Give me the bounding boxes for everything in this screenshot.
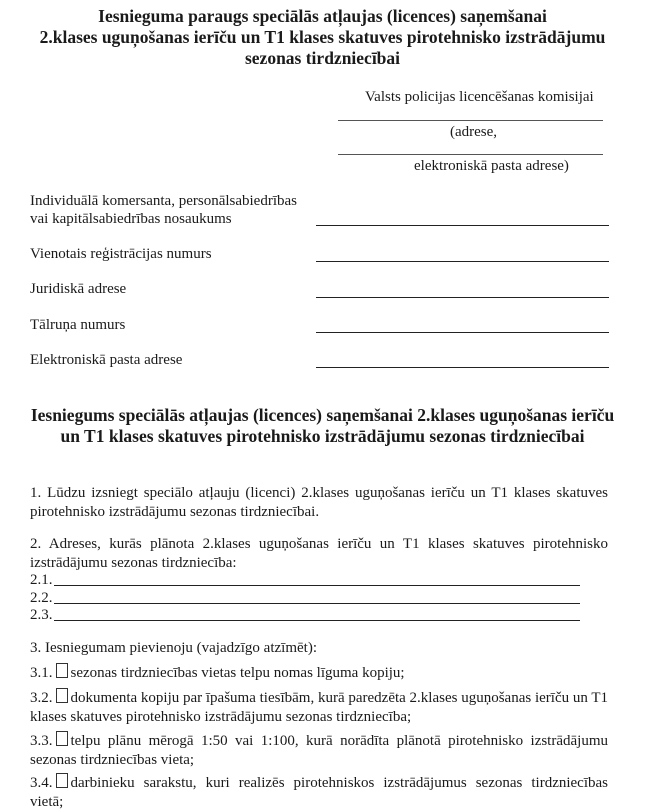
- phone-number-line[interactable]: [316, 332, 609, 333]
- registration-number-line[interactable]: [316, 261, 609, 262]
- attachment-text: telpu plānu mērogā 1:50 vai 1:100, kurā norādīta plānotā pirotehnisko izstrādājumu sezonas tirdzniecības vieta;: [30, 733, 608, 768]
- address-row[interactable]: [30, 606, 590, 624]
- attachment-item: [30, 688, 608, 727]
- title-line: sezonas tirdzniecībai: [244, 48, 401, 68]
- registration-number-label: Vienotais reģistrācijas numurs: [30, 246, 212, 262]
- address-line: [338, 154, 603, 155]
- checkbox[interactable]: [56, 688, 68, 703]
- legal-address-line[interactable]: [316, 297, 609, 298]
- company-name-line[interactable]: [316, 225, 609, 226]
- title-line: 2.klases uguņošanas ierīču un T1 klases skatuves pirotehnisko izstrādājumu: [39, 27, 606, 47]
- item-2-text: 2. Adreses, kurās plānota 2.klases uguņošanas ierīču un T1 klases skatuves pirotehnisko izstrādājumu sezonas tirdzniecība:: [30, 536, 608, 571]
- email-label: Elektroniskā pasta adrese: [30, 352, 183, 368]
- address-label: (adrese,: [450, 124, 498, 140]
- attachment-text: dokumenta kopiju par īpašuma tiesībām, kurā paredzēta 2.klases uguņošanas ierīču un T1 klases skatuves pirotehnisko izstrādājumu sezonas tirdzniecība;: [30, 690, 608, 725]
- document-title: [20, 6, 625, 69]
- attachment-text: darbinieku sarakstu, kuri realizēs pirotehniskos izstrādājumus sezonas tirdzniecības vietā;: [30, 775, 608, 810]
- item-1-text: 1. Lūdzu izsniegt speciālo atļauju (licenci) 2.klases uguņošanas ierīču un T1 klases skatuves pirotehnisko izstrādājumu sezonas tirdzniecībai.: [30, 485, 608, 520]
- legal-address-label: Juridiskā adrese: [30, 281, 127, 297]
- title-line: Iesnieguma paraugs speciālās atļaujas (licences) saņemšanai: [98, 6, 547, 26]
- address-row[interactable]: [30, 589, 590, 607]
- phone-number-label: Tālruņa numurs: [30, 317, 126, 333]
- checkbox[interactable]: [56, 663, 68, 678]
- address-number: 2.3.: [30, 607, 53, 623]
- item-3-text: 3. Iesniegumam pievienoju (vajadzīgo atzīmēt):: [30, 640, 317, 656]
- address-underline: [54, 620, 580, 621]
- attachment-item: [30, 773, 608, 812]
- address-number: 2.2.: [30, 590, 53, 606]
- attachment-number: 3.1.: [30, 665, 53, 681]
- attachment-number: 3.4.: [30, 775, 53, 791]
- application-title: Iesniegums speciālās atļaujas (licences) saņemšanai 2.klases uguņošanas ierīču un T1 klases skatuves pirotehnisko izstrādājumu sezonas tirdzniecībai: [30, 405, 615, 446]
- attachment-item: [30, 663, 608, 683]
- recipient-name: Valsts policijas licencēšanas komisijai: [365, 89, 594, 105]
- address-row[interactable]: [30, 571, 590, 589]
- attachment-number: 3.2.: [30, 690, 53, 706]
- attachment-item: [30, 731, 608, 770]
- company-name-label: Individuālā komersanta, personālsabiedrības vai kapitālsabiedrības nosaukums: [30, 193, 297, 227]
- checkbox[interactable]: [56, 773, 68, 788]
- checkbox[interactable]: [56, 731, 68, 746]
- recipient-line: [338, 120, 603, 121]
- email-line[interactable]: [316, 367, 609, 368]
- address-underline: [54, 603, 580, 604]
- attachment-text: sezonas tirdzniecības vietas telpu nomas līguma kopiju;: [70, 665, 405, 681]
- address-underline: [54, 585, 580, 586]
- address-number: 2.1.: [30, 572, 53, 588]
- email-address-label: elektroniskā pasta adrese): [414, 158, 569, 174]
- attachment-number: 3.3.: [30, 733, 53, 749]
